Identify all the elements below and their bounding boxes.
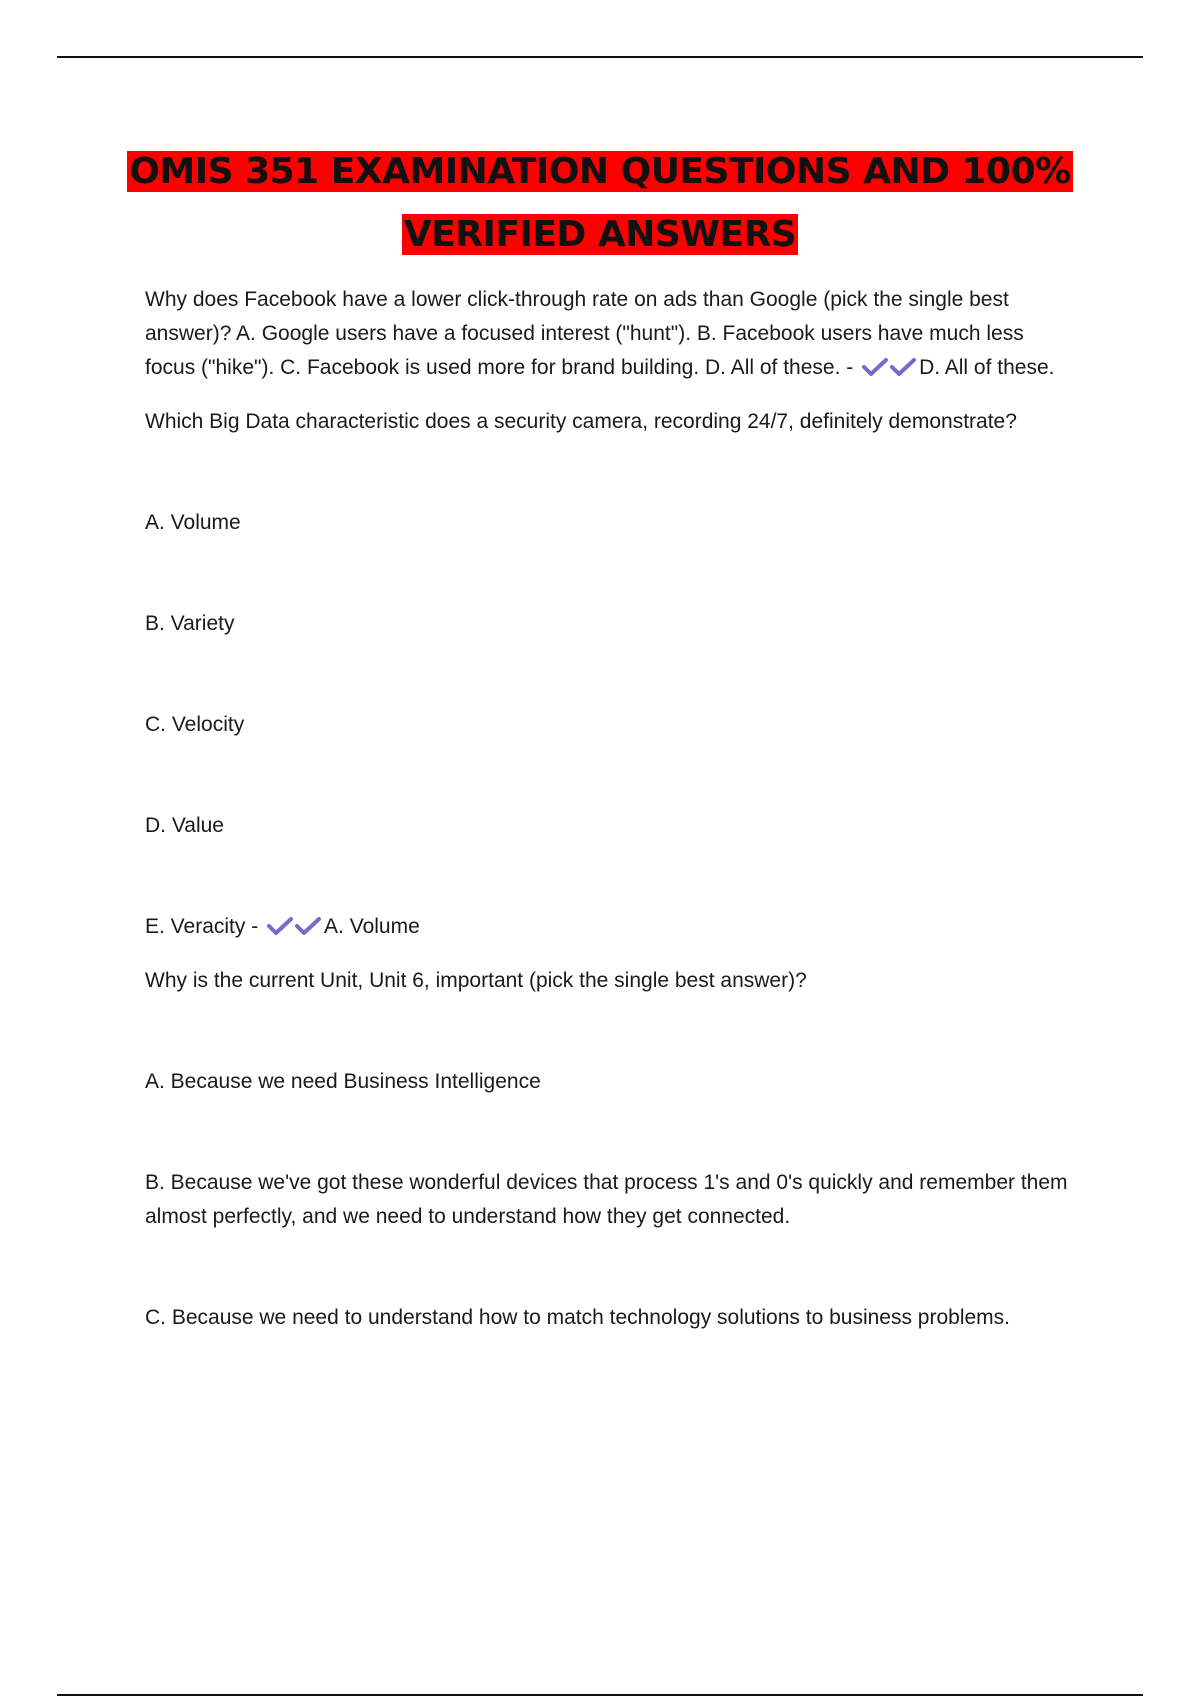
question-2-option: B. Variety [145,612,235,635]
question-3-option: A. Because we need Business Intelligence [145,1070,541,1093]
question-2-option: E. Veracity - [145,915,265,938]
title-line-1: OMIS 351 EXAMINATION QUESTIONS AND 100% [129,151,1071,192]
question-2-text: Which Big Data characteristic does a security camera, recording 24/7, definitely demonstrate? [145,410,1017,433]
question-2-option: D. Value [145,814,224,837]
question-2 [145,405,1075,439]
title-line-2: VERIFIED ANSWERS [403,214,797,255]
question-3-option: C. Because we need to understand how to match technology solutions to business problems. [145,1306,1011,1329]
question-2-final-option [145,910,1075,948]
question-2-option: C. Velocity [145,713,245,736]
question-2-answer: A. Volume [324,915,420,938]
check-icon [861,356,889,378]
check-icon [266,915,294,937]
question-3-text: Why is the current Unit, Unit 6, important (pick the single best answer)? [145,969,807,992]
question-2-option: A. Volume [145,511,241,534]
check-icon [294,915,322,937]
question-3 [145,964,1075,998]
check-icon [889,356,917,378]
footer-rule [57,1694,1143,1696]
question-1-text: Why does Facebook have a lower click-through rate on ads than Google (pick the single best answer)? A. Google users have a focused interest ("hunt"). B. Facebook users have much less focus ("hike"). C. Facebook is used more for brand building. D. All of these. - [145,288,1024,379]
document-body [145,283,1075,1335]
header-rule [57,56,1143,58]
page-title [0,140,1200,266]
question-1-answer: D. All of these. [919,356,1055,379]
double-check-icon [266,914,322,948]
question-3-option: B. Because we've got these wonderful devices that process 1's and 0's quickly and remember them almost perfectly, and we need to understand how they get connected. [145,1171,1068,1228]
double-check-icon [861,355,917,389]
question-1 [145,283,1075,389]
